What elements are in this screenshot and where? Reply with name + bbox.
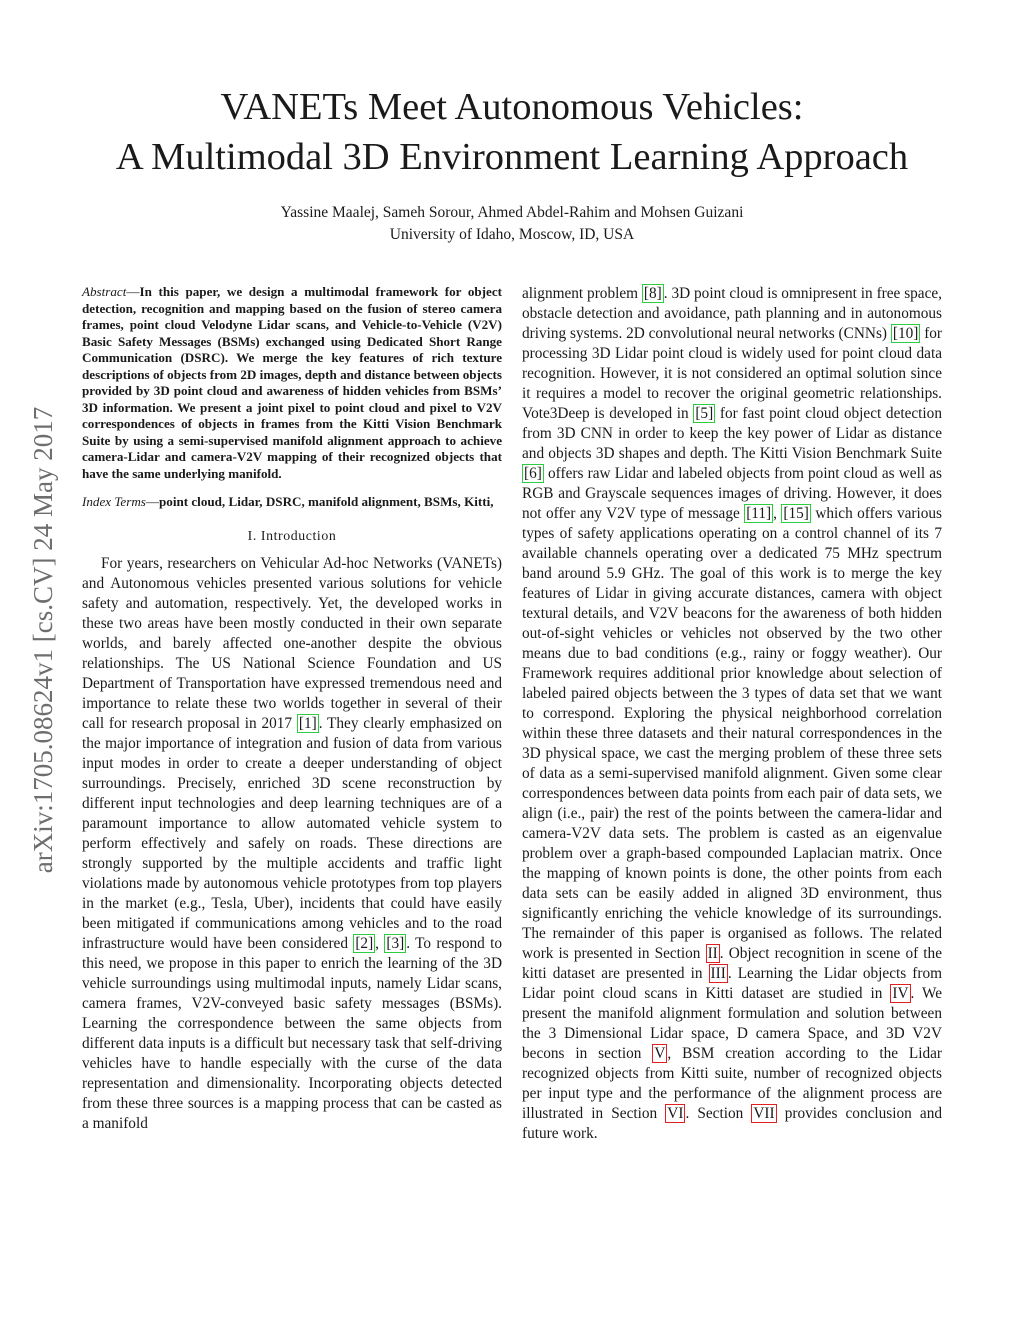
intro-paragraph-continued xyxy=(522,284,942,1144)
title-line-2: A Multimodal 3D Environment Learning Approach xyxy=(115,136,909,178)
intro-paragraph xyxy=(82,554,502,1134)
affiliation: University of Idaho, Moscow, ID, USA xyxy=(389,226,635,243)
intro-text-r10: , BSM creation according to the Lidar recognized objects from Kitti suite, number of recognized objects per input type and the performance of the alignment process are illustrated in Section xyxy=(522,1045,943,1122)
citation-link[interactable]: [5] xyxy=(695,405,714,422)
intro-text-r1: alignment problem xyxy=(522,285,639,302)
section-heading-introduction: I. Introduction xyxy=(247,528,337,544)
author-block xyxy=(0,202,1024,246)
abstract-label: Abstract xyxy=(82,284,127,299)
intro-text-2: . They clearly emphasized on the major importance of integration and fusion of data from various input modes in order to create a deeper understanding of object surroundings. Precisely, enriched 3D scene reconstruction by different input technologies and deep learning techniques are of a paramount importance to allow automated vehicle system to perform effectively and safely on roads. These directions are strongly supported by the multiple accidents and traffic light violations made by autonomous vehicle prototypes from top players in the market (e.g., Tesla, Uber), incidents that could have easily been mitigated if communications among vehicles and to the road infrastructure would have been considered xyxy=(82,715,503,953)
section-ref-link[interactable]: IV xyxy=(892,985,909,1002)
arxiv-identifier: arXiv:1705.08624v1 [cs.CV] 24 May 2017 xyxy=(28,406,58,874)
abstract-text: In this paper, we design a multimodal framework for object detection, recognition and mapping based on the fusion of stereo camera frames, point cloud Velodyne Lidar scans, and Vehicle-to-Vehicle (V2V) Basic Safety Messages (BSMs) exchanged using Dedicated Short Range Communication (DSRC). We merge the key features of rich texture descriptions of objects from 2D images, depth and distance between objects provided by 3D point cloud and awareness of hidden vehicles from BSMs’ 3D information. We present a joint pixel to point cloud and pixel to V2V correspondences of objects in frames from the Kitti Vision Benchmark Suite by using a semi-supervised manifold alignment approach to achieve camera-Lidar and camera-V2V mapping of their recognized objects that have the same underlying manifold. xyxy=(82,284,502,482)
intro-text-r8: . Learning the Lidar objects from Lidar point cloud scans in Kitti dataset are studied in xyxy=(522,965,942,1002)
title-line-1: VANETs Meet Autonomous Vehicles: xyxy=(220,86,804,128)
citation-link[interactable]: [10] xyxy=(892,325,919,342)
author-names: Yassine Maalej, Sameh Sorour, Ahmed Abdel-Rahim and Mohsen Guizani xyxy=(280,204,744,221)
citation-separator: , xyxy=(375,935,379,953)
index-terms-dash: — xyxy=(145,493,159,509)
citation-link[interactable]: [1] xyxy=(298,715,317,733)
intro-text-r3: for processing 3D Lidar point cloud is widely used for point cloud data recognition. However, it is not considered an optimal solution since it requires a model to recover the original geometric relationships. Vote3Deep is developed in xyxy=(522,325,943,422)
intro-text-r7: . Object recognition in scene of the kitti dataset are presented in xyxy=(522,945,942,982)
right-column xyxy=(522,284,942,1144)
intro-text-r12: provides conclusion and future work. xyxy=(522,1105,942,1142)
paper-title xyxy=(0,82,1024,182)
section-ref-link[interactable]: V xyxy=(654,1045,666,1062)
section-ref-link[interactable]: VI xyxy=(667,1105,684,1122)
citation-link[interactable]: [15] xyxy=(783,505,809,522)
section-ref-link[interactable]: II xyxy=(707,945,718,962)
citation-link[interactable]: [11] xyxy=(746,505,772,522)
citation-link[interactable]: [3] xyxy=(386,935,405,953)
abstract-dash: — xyxy=(126,284,140,299)
left-column xyxy=(82,284,502,1134)
section-ref-link[interactable]: III xyxy=(710,965,726,982)
citation-link[interactable]: [6] xyxy=(524,465,542,482)
section-ref-link[interactable]: VII xyxy=(753,1105,775,1122)
intro-text-r11: . Section xyxy=(685,1105,744,1122)
intro-text-1: For years, researchers on Vehicular Ad-hoc Networks (VANETs) and Autonomous vehicles presented various solutions for vehicle safety and automation, respectively. Yet, the developed works in these two areas have been mostly conducted in their own separate worlds, and barely affected one-another despite the obvious relationships. The US National Science Foundation and US Department of Transportation have expressed tremendous need and importance to relate these two worlds together in several of their call for research proposal in 2017 xyxy=(82,555,502,733)
intro-text-3: . To respond to this need, we propose in this paper to enrich the learning of the 3D vehicle surroundings using multimodal inputs, namely Lidar scans, camera frames, V2V-conveyed basic safety messages (BSMs). Learning the correspondence between the same objects from different data inputs is a difficult but necessary task that self-driving vehicles have to handle especially with the curse of the data representation and dimensionality. Incorporating objects detected from these three sources is a mapping process that can be casted as a manifold xyxy=(82,935,502,1133)
abstract xyxy=(82,284,502,483)
citation-separator: , xyxy=(773,505,777,522)
intro-text-r5: offers raw Lidar and labeled objects from point cloud as well as RGB and Grayscale sequences images of driving. However, it does not offer any V2V type of message xyxy=(522,465,942,522)
intro-text-r9: . We present the manifold alignment formulation and solution between the 3 Dimensional Lidar space, D camera Space, and 3D V2V becons in section xyxy=(522,985,943,1062)
index-terms-text: point cloud, Lidar, DSRC, manifold alignment, BSMs, Kitti, xyxy=(158,493,494,509)
index-terms xyxy=(82,494,502,511)
intro-text-r6: which offers various types of safety applications operating on a control channel of its 7 available channels operating over a dedicated 75 MHz spectrum band around 5.9 GHz. The goal of this work is to merge the key features of Lidar in giving accurate distances, camera with object textural details, and V2V beacons for the awareness of both hidden out-of-sight vehicles or vehicles not observed by the two other means due to bad conditions (e.g., rainy or foggy weather). Our Framework requires additional prior knowledge about selection of labeled paired objects between the 3 types of data set that we want to correspond. Exploring the physical neighborhood correlation within these three datasets and their natural correspondences in the 3D physical space, we cast the merging problem of these three sets of data as a semi-supervised manifold alignment. Given some clear correspondences between data points from each pair of data sets, we align (i.e., pair) the rest of the points between the camera-lidar and camera-V2V data sets. The problem is casted as an eigenvalue problem over a graph-based compounded Laplacian matrix. Once the mapping of known points is done, the other points from each data sets can be easily added in aligned 3D environment, thus significantly enriching the vehicle knowledge of its surroundings. The remainder of this paper is organised as follows. The related work is presented in Section xyxy=(522,505,943,962)
citation-link[interactable]: [2] xyxy=(355,935,374,953)
index-terms-label: Index Terms xyxy=(82,493,146,509)
citation-link[interactable]: [8] xyxy=(643,285,662,302)
intro-text-r2: . 3D point cloud is omnipresent in free space, obstacle detection and avoidance, path planning and in autonomous driving systems. 2D convolutional neural networks (CNNs) xyxy=(522,285,943,342)
intro-text-r4: for fast point cloud object detection from 3D CNN in order to keep the key power of Lidar as distance and objects 3D shapes and depth. The Kitti Vision Benchmark Suite xyxy=(522,405,942,462)
